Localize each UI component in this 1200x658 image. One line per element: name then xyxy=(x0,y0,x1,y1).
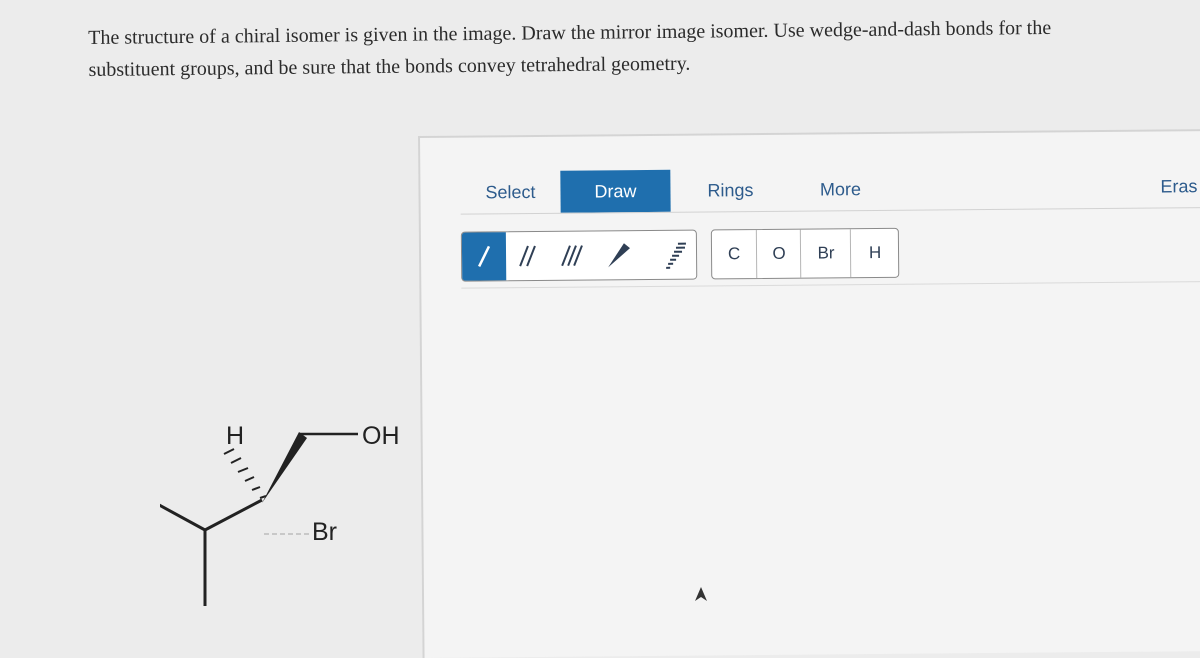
atom-c-tool[interactable]: C xyxy=(712,230,756,278)
atom-label-br: Br xyxy=(312,518,337,547)
atom-tool-group xyxy=(711,228,899,280)
question-text xyxy=(88,10,1189,86)
tab-draw[interactable]: Draw xyxy=(560,170,670,213)
editor-tabs xyxy=(460,165,1200,214)
atom-label-h: H xyxy=(226,422,244,451)
drawing-editor xyxy=(418,129,1200,658)
wedge-bond-tool[interactable] xyxy=(594,231,640,279)
atom-label-oh: OH xyxy=(362,422,400,451)
toolbar-divider xyxy=(461,281,1200,289)
single-bond-tool[interactable] xyxy=(462,232,506,280)
dash-bond-to-h xyxy=(224,449,266,498)
atom-h-tool[interactable]: H xyxy=(850,229,899,277)
dash-bond-icon xyxy=(640,231,696,279)
bond-right-arm xyxy=(205,500,262,530)
single-bond-icon xyxy=(462,232,506,280)
tab-more[interactable]: More xyxy=(790,168,890,211)
double-bond-tool[interactable] xyxy=(506,232,550,280)
mouse-cursor-icon xyxy=(693,585,709,610)
atom-o-tool[interactable]: O xyxy=(756,230,801,278)
double-bond-icon xyxy=(506,232,550,280)
atom-br-tool[interactable]: Br xyxy=(800,229,851,277)
bond-left-arm xyxy=(160,500,205,530)
tab-select[interactable]: Select xyxy=(460,171,560,214)
dash-bond-tool[interactable] xyxy=(640,231,696,279)
given-molecule xyxy=(160,410,420,620)
wedge-bond xyxy=(262,432,307,503)
triple-bond-icon xyxy=(550,231,594,279)
triple-bond-tool[interactable] xyxy=(550,231,594,279)
wedge-bond-icon xyxy=(594,231,640,279)
tab-rings[interactable]: Rings xyxy=(670,169,790,212)
tab-erase[interactable]: Eras xyxy=(1160,165,1200,208)
question-line-1: The structure of a chiral isomer is given in the image. Draw the mirror image isomer. Use wedge-and-dash bonds for the xyxy=(88,10,1188,54)
bond-tool-group xyxy=(461,230,697,282)
question-line-2: substituent groups, and be sure that the bonds convey tetrahedral geometry. xyxy=(88,42,1188,86)
